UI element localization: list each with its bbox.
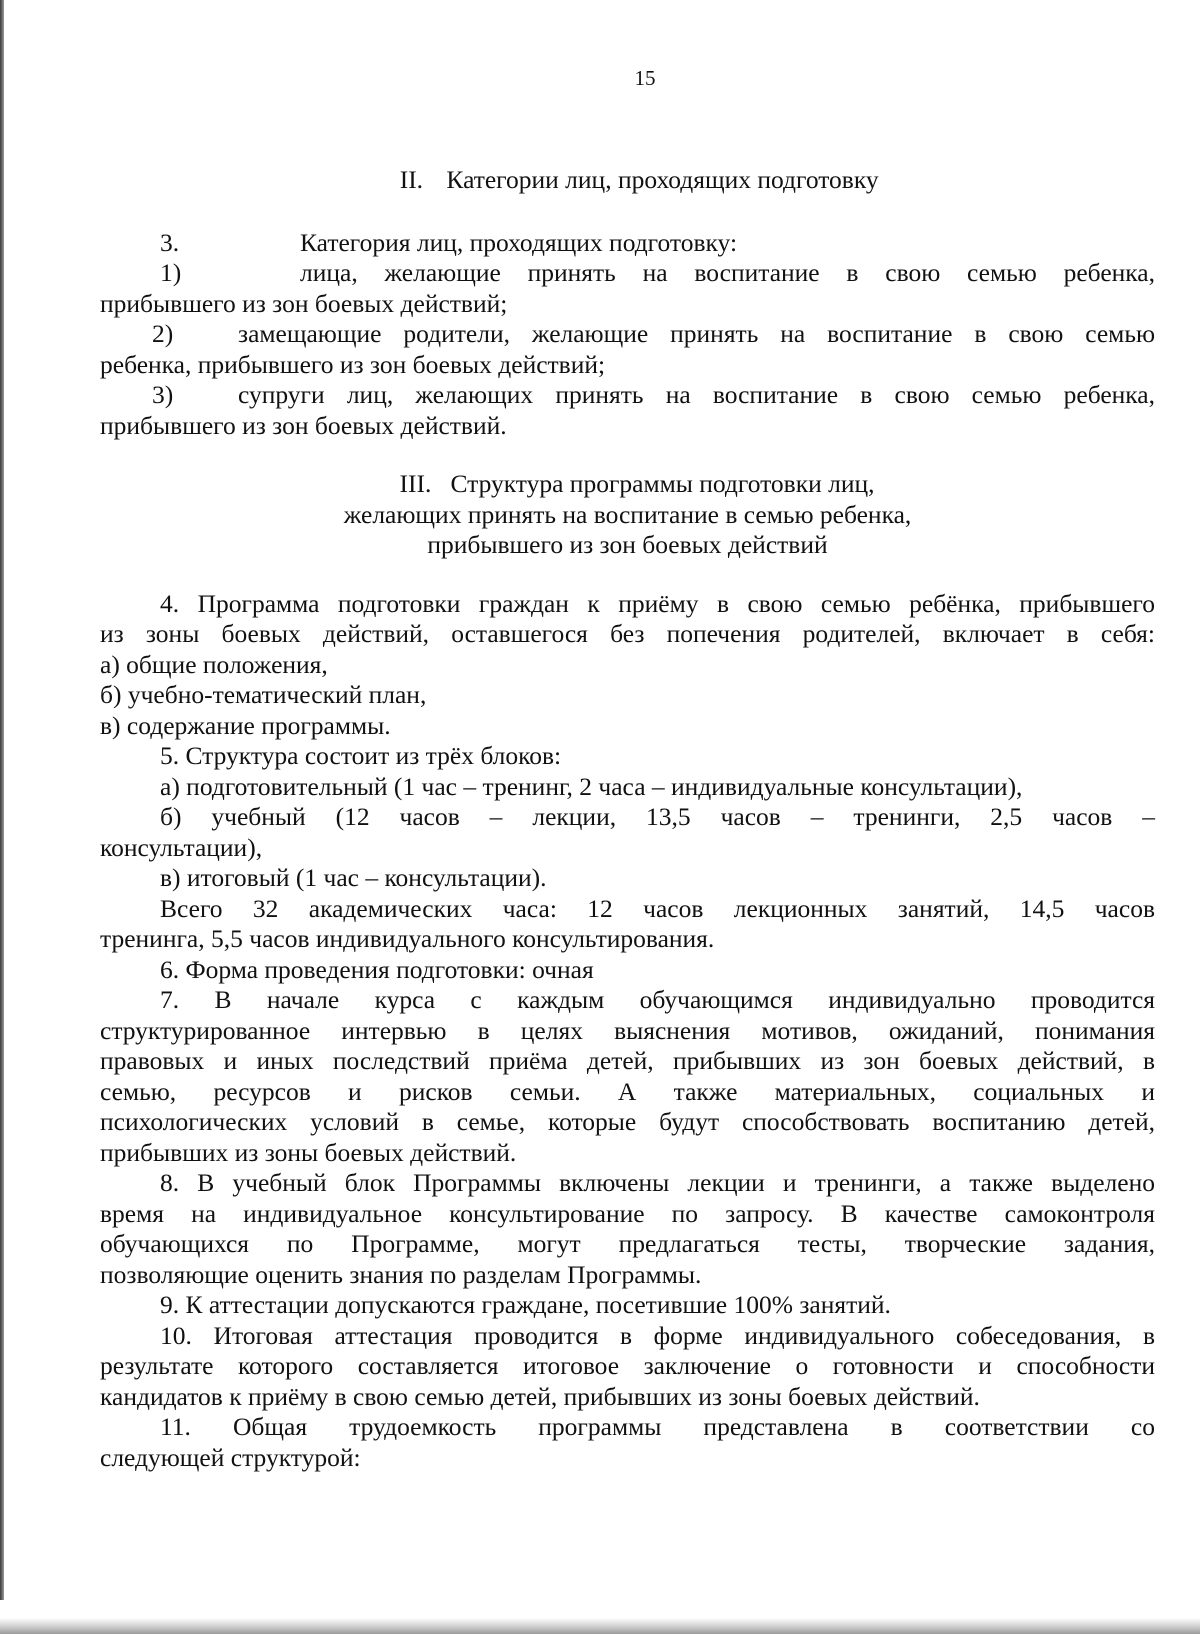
clause-8-line2: время на индивидуальное консультирование по запросу. В качестве самоконтроля <box>100 1198 1155 1228</box>
total-hours-line2: тренинга, 5,5 часов индивидуального консультирования. <box>100 924 715 953</box>
clause-4-line2: из зоны боевых действий, оставшегося без попечения родителей, включает в себя: <box>100 619 1155 648</box>
list-item-2-text: замещающие родители, желающие принять на воспитание в свою семью <box>238 319 1155 348</box>
section-3-heading-line2: желающих принять на воспитание в семью ребенка, <box>343 499 912 529</box>
clause-8-line1: 8. В учебный блок Программы включены лекции и тренинги, а также выделено <box>160 1168 1155 1197</box>
clause-11-line1: 11. Общая трудоемкость программы представлена в соответствии со <box>160 1412 1155 1441</box>
scan-bottom-edge <box>0 1618 1200 1634</box>
clause-7-line1: 7. В начале курса с каждым обучающимся индивидуально проводится <box>160 985 1155 1014</box>
clause-5-item-c: в) итоговый (1 час – консультации). <box>160 863 547 892</box>
list-item-1-text: лица, желающие принять на воспитание в свою семью ребенка, <box>300 258 1155 287</box>
clause-9: 9. К аттестации допускаются граждане, посетившие 100% занятий. <box>160 1290 891 1319</box>
clause-7-line4: семью, ресурсов и рисков семьи. А также материальных, социальных и <box>100 1076 1155 1106</box>
clause-4-item-b: б) учебно-тематический план, <box>100 680 427 709</box>
clause-5: 5. Структура состоит из трёх блоков: <box>160 741 562 770</box>
clause-7-line5: психологических условий в семье, которые будут способствовать воспитанию детей, <box>100 1107 1155 1136</box>
clause-4-item-c: в) содержание программы. <box>100 710 391 740</box>
list-item-3-number: 3) <box>152 380 174 409</box>
clause-3 <box>100 228 1155 259</box>
list-item-3-line1 <box>100 380 1155 411</box>
clause-7-line6: прибывших из зоны боевых действий. <box>100 1137 517 1167</box>
section-3-heading-line1 <box>100 469 1155 500</box>
list-item-1-line1 <box>100 258 1155 289</box>
document-body <box>100 165 1155 1473</box>
list-item-2-line2: ребенка, прибывшего из зон боевых действий; <box>100 349 606 379</box>
page-number: 15 <box>634 66 656 90</box>
clause-10-line1: 10. Итоговая аттестация проводится в форме индивидуального собеседования, в <box>160 1320 1155 1350</box>
clause-3-text: Категория лиц, проходящих подготовку: <box>300 227 738 257</box>
list-item-2-number: 2) <box>152 319 174 348</box>
clause-10-line3: кандидатов к приёму в свою семью детей, прибывших из зоны боевых действий. <box>100 1381 980 1411</box>
clause-4-line1: 4. Программа подготовки граждан к приёму в свою семью ребёнка, прибывшего <box>160 588 1155 618</box>
clause-5-item-b-line1: б) учебный (12 часов – лекции, 13,5 часов – тренинги, 2,5 часов – <box>160 802 1155 831</box>
clause-6: 6. Форма проведения подготовки: очная <box>160 954 594 984</box>
clause-7-line2: структурированное интервью в целях выяснения мотивов, ожиданий, понимания <box>100 1015 1155 1045</box>
section-2-number: II. <box>399 165 424 194</box>
list-item-1-number: 1) <box>160 258 182 287</box>
clause-4-item-a: а) общие положения, <box>100 649 328 679</box>
list-item-3-text: супруги лиц, желающих принять на воспитание в свою семью ребенка, <box>238 380 1155 409</box>
clause-8-line3: обучающихся по Программе, могут предлагаться тесты, творческие задания, <box>100 1229 1155 1258</box>
clause-8-line4: позволяющие оценить знания по разделам Программы. <box>100 1259 702 1289</box>
clause-5-item-a: а) подготовительный (1 час – тренинг, 2 часа – индивидуальные консультации), <box>160 771 1023 801</box>
clause-11-line2: следующей структурой: <box>100 1442 361 1472</box>
section-2-title: Категории лиц, проходящих подготовку <box>446 165 879 194</box>
clause-3-number: 3. <box>160 227 180 257</box>
scan-left-edge <box>0 0 4 1600</box>
clause-5-item-b-line2: консультации), <box>100 832 263 862</box>
list-item-1-line2: прибывшего из зон боевых действий; <box>100 288 508 318</box>
section-2-heading <box>100 165 1155 196</box>
list-item-2-line1 <box>100 319 1155 350</box>
list-item-3-line2: прибывшего из зон боевых действий. <box>100 410 507 440</box>
section-3-title-1: Структура программы подготовки лиц, <box>450 469 875 498</box>
section-3-heading-line3: прибывшего из зон боевых действий <box>427 530 828 559</box>
total-hours-line1: Всего 32 академических часа: 12 часов лекционных занятий, 14,5 часов <box>160 893 1155 923</box>
clause-7-line3: правовых и иных последствий приёма детей, прибывших из зон боевых действий, в <box>100 1046 1155 1075</box>
section-3-number: III. <box>399 469 432 498</box>
clause-10-line2: результате которого составляется итоговое заключение о готовности и способности <box>100 1351 1155 1380</box>
